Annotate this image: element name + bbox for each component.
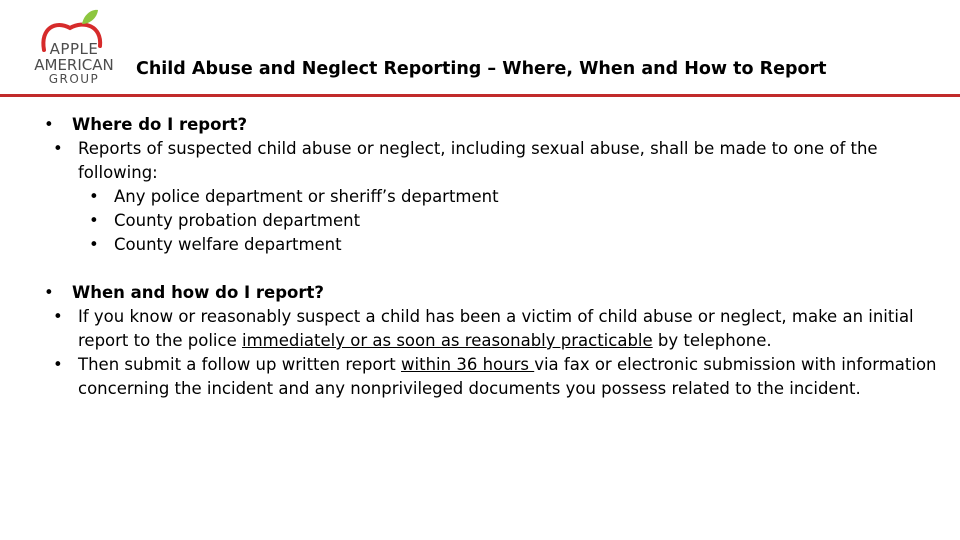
logo-line2: AMERICAN [34, 56, 114, 74]
when-item1-post: by telephone. [652, 331, 772, 350]
bullet: • [89, 187, 99, 206]
bullet: • [44, 283, 54, 302]
where-item-text: Reports of suspected child abuse or neglect, including sexual abuse, shall be made to one of the following: [78, 139, 878, 182]
section-where [44, 113, 944, 137]
spacer [44, 257, 944, 281]
slide-content [44, 113, 944, 401]
bullet: • [89, 235, 99, 254]
when-item2-underlined: within 36 hours [401, 355, 535, 374]
where-option [44, 185, 944, 209]
bullet: • [44, 115, 54, 134]
where-option-text: County probation department [114, 211, 361, 230]
when-item2-post: via fax or electronic submission with information concerning the incident and any nonprivileged documents you possess related to the incident. [78, 355, 937, 398]
where-heading: Where do I report? [72, 115, 248, 134]
bullet: • [53, 139, 63, 158]
slide-title: Child Abuse and Neglect Reporting – Where, When and How to Report [136, 59, 827, 79]
logo-line3: GROUP [48, 72, 100, 86]
when-item-initial-report [44, 305, 944, 353]
when-item2-pre: Then submit a follow up written report [78, 355, 402, 374]
where-option-text: Any police department or sheriff’s department [114, 187, 499, 206]
bullet: • [53, 355, 63, 374]
where-option-text: County welfare department [114, 235, 342, 254]
apple-american-group-logo [26, 6, 122, 90]
when-item1-pre: If you know or reasonably suspect a child has been a victim of child abuse or neglect, make an initial report to the police [78, 307, 914, 350]
when-item-written-report [44, 353, 944, 401]
when-item1-underlined: immediately or as soon as reasonably practicable [241, 331, 653, 350]
where-option [44, 209, 944, 233]
bullet: • [53, 307, 63, 326]
when-heading: When and how do I report? [72, 283, 324, 302]
logo-line1: APPLE [49, 40, 99, 58]
bullet: • [89, 211, 99, 230]
section-when [44, 281, 944, 305]
where-item [44, 137, 944, 185]
title-divider [0, 94, 960, 97]
where-option [44, 233, 944, 257]
